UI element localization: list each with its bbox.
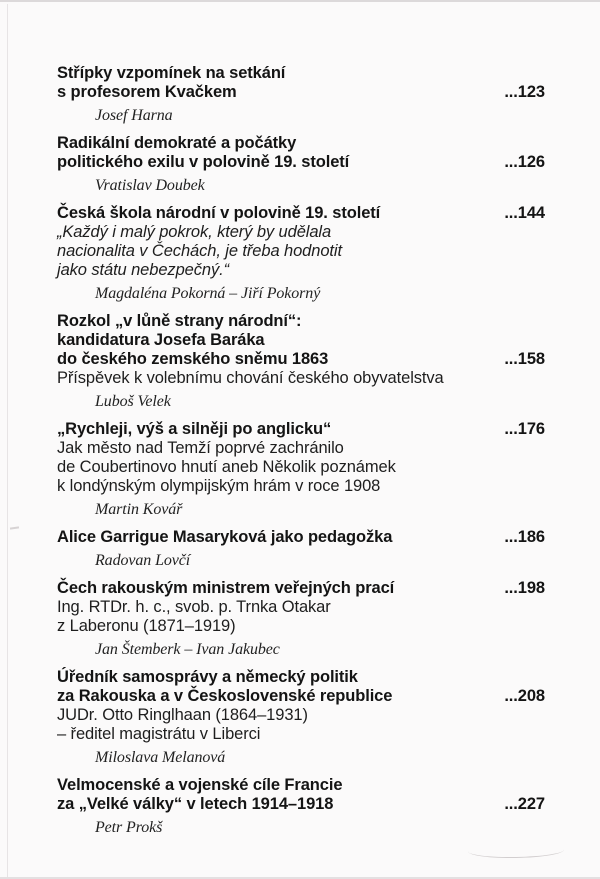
entry-author: Martin Kovář: [95, 501, 183, 518]
entry-subtitle-line: – ředitel magistrátu v Liberci: [57, 725, 261, 743]
entry-title-line: za „Velké války“ v letech 1914–1918: [57, 795, 334, 813]
entry-title-line: za Rakouska a v Československé republice: [57, 687, 393, 705]
entry-page-number: ...208: [504, 687, 545, 705]
entry-author: Jan Štemberk – Ivan Jakubec: [95, 641, 280, 658]
entry-title-line: Úředník samosprávy a německý politik: [57, 668, 358, 686]
entry-title-line: Česká škola národní v polovině 19. století: [57, 204, 381, 222]
entry-author: Magdaléna Pokorná – Jiří Pokorný: [95, 285, 321, 302]
entry-page-number: ...186: [504, 528, 545, 546]
scan-artifact-mark: [546, 858, 549, 861]
entry-title-line: Velmocenské a vojenské cíle Francie: [57, 776, 343, 794]
scan-edge-line: [7, 4, 8, 879]
entry-subtitle-line: Jak město nad Temží poprvé zachránilo: [57, 439, 344, 457]
toc-entry: [57, 776, 545, 837]
entry-author: Miloslava Melanová: [95, 749, 226, 766]
toc-entry: [57, 668, 545, 767]
entry-page-number: ...123: [504, 83, 545, 101]
entry-page-number: ...227: [504, 795, 545, 813]
entry-title-block: [57, 204, 545, 223]
entry-title-line: Čech rakouským ministrem veřejných prací: [57, 579, 395, 597]
entry-title-line: s profesorem Kvačkem: [57, 83, 237, 101]
entry-title-line: Střípky vzpomínek na setkání: [57, 64, 286, 82]
entry-title-line: „Rychleji, výš a silněji po anglicku“: [57, 420, 332, 438]
entry-title-line: Rozkol „v lůně strany národní“:: [57, 312, 302, 330]
entry-quote-line: nacionalita v Čechách, je třeba hodnotit: [57, 242, 342, 260]
entry-title-line: Alice Garrigue Masaryková jako pedagožka: [57, 528, 393, 546]
toc-entry: [57, 134, 545, 195]
entry-subtitle-line: Ing. RTDr. h. c., svob. p. Trnka Otakar: [57, 598, 331, 616]
entry-subtitle-line: JUDr. Otto Ringlhaan (1864–1931): [57, 706, 308, 724]
entry-page-number: ...144: [504, 204, 545, 222]
scan-artifact-mark: [10, 526, 19, 529]
toc-entry: [57, 204, 545, 303]
entry-title-line: kandidatura Josefa Baráka: [57, 331, 265, 349]
entry-author: Vratislav Doubek: [95, 177, 205, 194]
entry-title-block: [57, 528, 545, 547]
toc-entry: [57, 420, 545, 519]
entry-title-block: [57, 668, 545, 706]
entry-subtitle-line: k londýnským olympijským hrám v roce 1908: [57, 477, 381, 495]
toc-entry: [57, 312, 545, 411]
entry-subtitle-line: de Coubertinovo hnutí aneb Několik poznámek: [57, 458, 396, 476]
entry-title-line: politického exilu v polovině 19. století: [57, 153, 350, 171]
entry-author: Luboš Velek: [95, 393, 171, 410]
entry-subtitle-line: z Laberonu (1871–1919): [57, 617, 236, 635]
entry-author: Petr Prokš: [95, 819, 163, 836]
entry-page-number: ...198: [504, 579, 545, 597]
entry-title-block: [57, 64, 545, 102]
entry-page-number: ...158: [504, 350, 545, 368]
entry-quote-line: „Každý i malý pokrok, který by udělala: [57, 223, 332, 241]
toc-entry: [57, 64, 545, 125]
entry-title-block: [57, 579, 545, 598]
entry-title-block: [57, 420, 545, 439]
entry-author: Radovan Lovčí: [95, 552, 191, 569]
entry-title-block: [57, 134, 545, 172]
entry-author: Josef Harna: [95, 107, 173, 124]
entry-title-line: do českého zemského sněmu 1863: [57, 350, 329, 368]
entry-subtitle-line: Příspěvek k volebnímu chování českého obyvatelstva: [57, 369, 444, 387]
toc-entry: [57, 579, 545, 659]
entry-page-number: ...176: [504, 420, 545, 438]
entry-title-block: [57, 312, 545, 369]
entry-quote-line: jako státu nebezpečný.“: [57, 261, 229, 279]
toc-entry: [57, 528, 545, 570]
table-of-contents: [57, 64, 545, 846]
entry-title-block: [57, 776, 545, 814]
entry-page-number: ...126: [504, 153, 545, 171]
entry-title-line: Radikální demokraté a počátky: [57, 134, 297, 152]
scan-edge-line: [0, 0, 600, 2]
